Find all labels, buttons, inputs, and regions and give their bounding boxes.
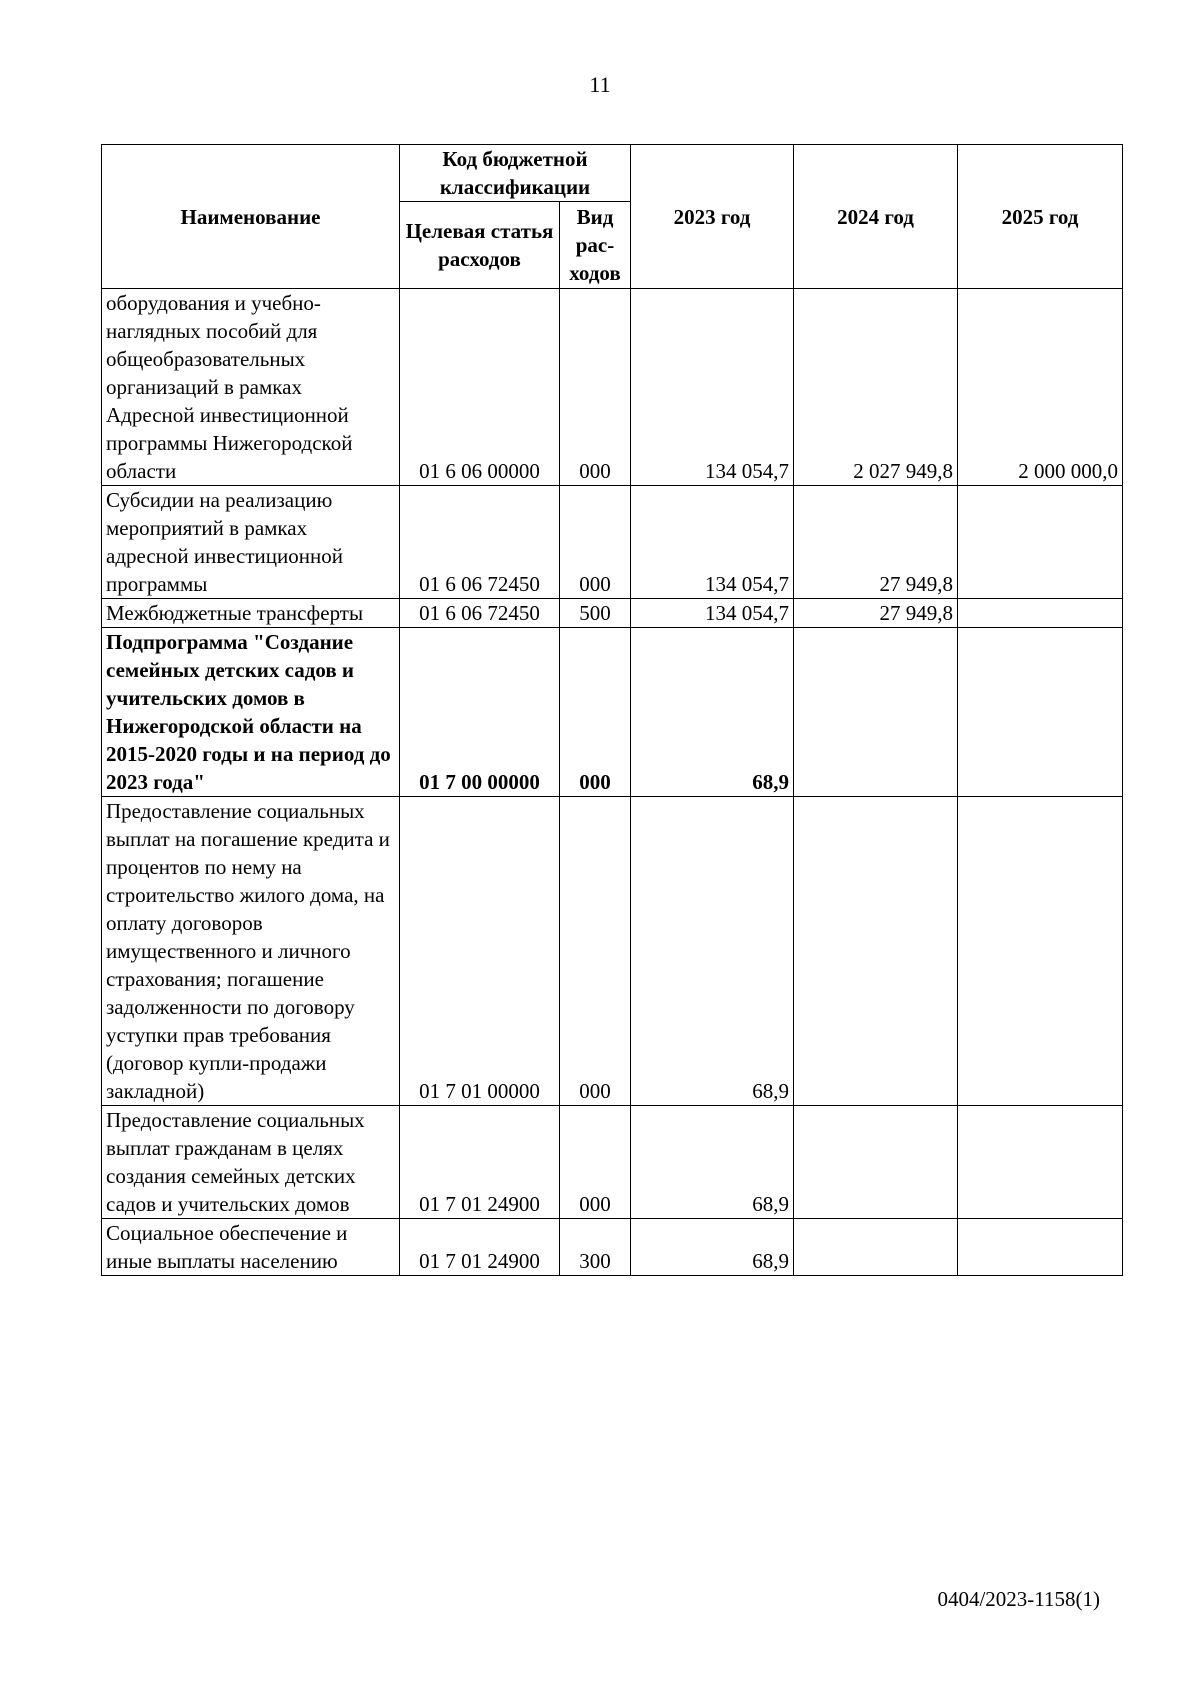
budget-table [101,144,1123,1276]
document-code: 0404/2023-1158(1) [937,1587,1100,1611]
table-row [102,599,1123,628]
row-expense-type: 000 [560,486,631,599]
row-target-article: 01 7 01 24900 [400,1106,560,1219]
row-name: Подпрограмма "Создание семейных детских садов и учительских домов в Нижегородской области на 2015-2020 годы и на период до 2023 года" [102,628,400,797]
row-2025 [958,599,1123,628]
row-target-article: 01 7 01 24900 [400,1219,560,1276]
header-2024: 2024 год [794,145,958,289]
row-target-article: 01 6 06 72450 [400,599,560,628]
page-number: 11 [589,72,611,97]
row-2025 [958,797,1123,1106]
row-target-article: 01 7 01 00000 [400,797,560,1106]
row-expense-type: 000 [560,628,631,797]
header-2025: 2025 год [958,145,1123,289]
row-2025 [958,486,1123,599]
row-name: Предоставление социальных выплат на погашение кредита и процентов по нему на строительство жилого дома, на оплату договоров имущественного и личного страхования; погашение задолженности по договору уступки прав требования (договор купли-продажи закладной) [102,797,400,1106]
table-row [102,289,1123,486]
row-2024 [794,1219,958,1276]
row-2024: 27 949,8 [794,486,958,599]
row-name: Социальное обеспечение и иные выплаты населению [102,1219,400,1276]
table-row [102,486,1123,599]
row-target-article: 01 7 00 00000 [400,628,560,797]
row-2024: 27 949,8 [794,599,958,628]
row-2025 [958,628,1123,797]
row-2025 [958,1106,1123,1219]
row-2025 [958,1219,1123,1276]
table-row [102,1219,1123,1276]
row-expense-type: 000 [560,1106,631,1219]
header-target-article: Целевая статья расходов [400,202,560,289]
row-2023: 68,9 [631,797,794,1106]
row-expense-type: 000 [560,797,631,1106]
header-budget-code: Код бюджетной классификации [400,145,631,202]
row-expense-type: 000 [560,289,631,486]
row-expense-type: 500 [560,599,631,628]
header-name: Наименование [102,145,400,289]
row-2024 [794,628,958,797]
row-2024: 2 027 949,8 [794,289,958,486]
row-name: Субсидии на реализацию мероприятий в рамках адресной инвестиционной программы [102,486,400,599]
row-2023: 134 054,7 [631,486,794,599]
table-row [102,1106,1123,1219]
row-2025: 2 000 000,0 [958,289,1123,486]
row-2023: 134 054,7 [631,599,794,628]
row-target-article: 01 6 06 00000 [400,289,560,486]
row-name: оборудования и учебно-наглядных пособий для общеобразовательных организаций в рамках Адресной инвестиционной программы Нижегородской области [102,289,400,486]
row-2024 [794,1106,958,1219]
header-expense-type: Вид рас-ходов [560,202,631,289]
row-expense-type: 300 [560,1219,631,1276]
row-2023: 134 054,7 [631,289,794,486]
row-2023: 68,9 [631,628,794,797]
header-2023: 2023 год [631,145,794,289]
table-row [102,797,1123,1106]
row-2023: 68,9 [631,1106,794,1219]
row-name: Предоставление социальных выплат гражданам в целях создания семейных детских садов и учительских домов [102,1106,400,1219]
row-name: Межбюджетные трансферты [102,599,400,628]
row-2024 [794,797,958,1106]
row-target-article: 01 6 06 72450 [400,486,560,599]
row-2023: 68,9 [631,1219,794,1276]
table-row [102,628,1123,797]
